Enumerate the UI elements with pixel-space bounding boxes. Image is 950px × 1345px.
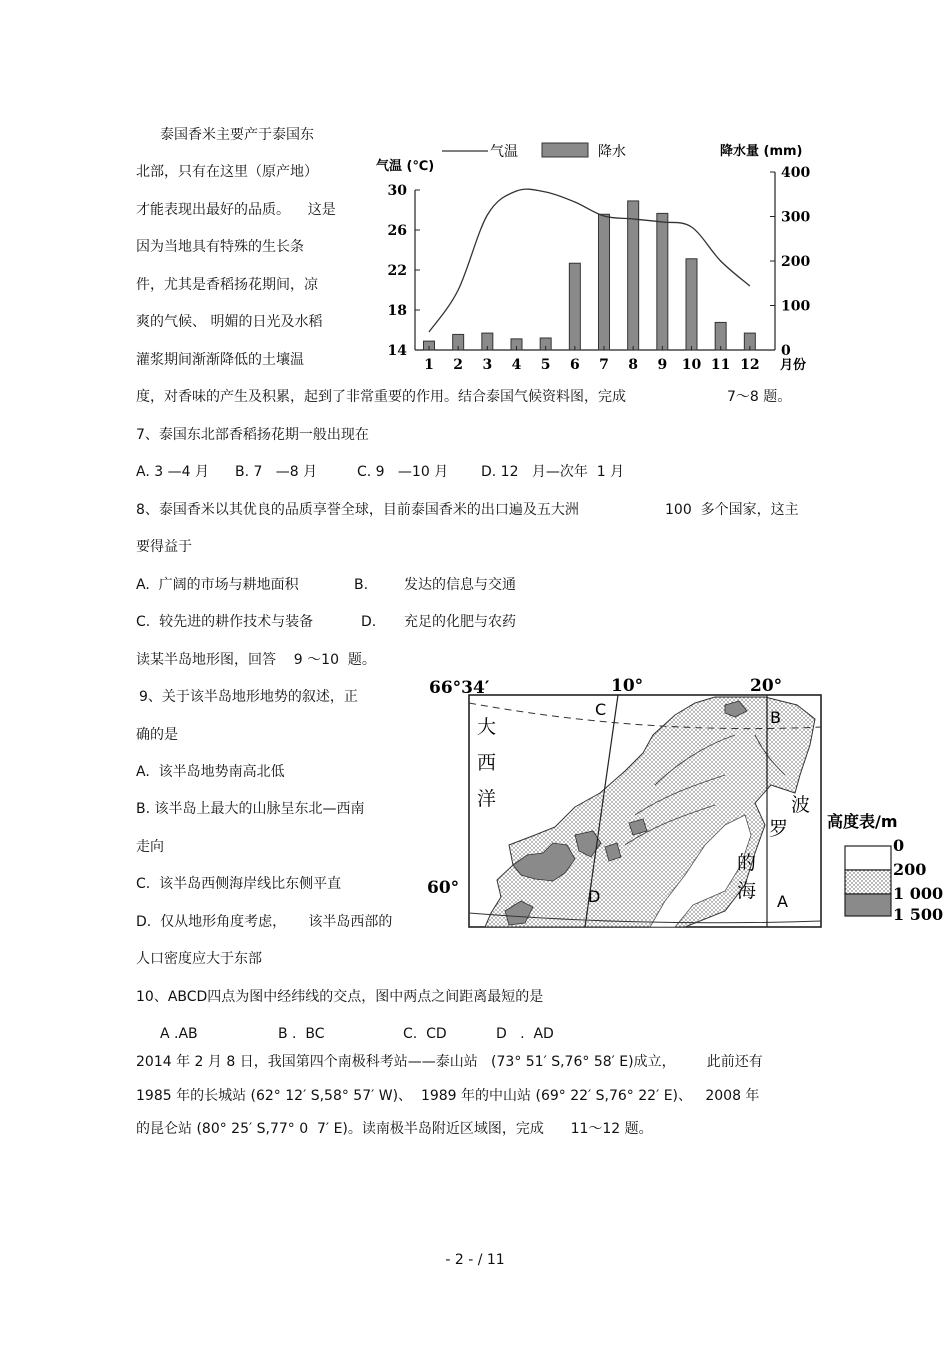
q9-option-b-1: B. 该半岛上最大的山脉呈东北—西南 [136,801,365,817]
map-intro: 读某半岛地形图，回答 9 ～10 题。 [136,652,376,668]
q10-stem: 10、ABCD四点为图中经纬线的交点，图中两点之间距离最短的是 [136,989,544,1005]
q9-option-c: C. 该半岛西侧海岸线比东侧平直 [136,876,342,892]
precip-tick-label: 100 [781,298,811,315]
ocean-label-1: 大 [477,716,497,738]
lat-top-label: 66°34′ [429,678,490,698]
q8-option-b-letter: B. [354,577,369,593]
legend-bar-swatch [542,143,588,157]
q8-stem: 8、泰国香米以其优良的品质享誉全球，目前泰国香米的出口遍及五大洲 [136,502,579,518]
precip-bar [599,214,610,350]
month-label: 4 [511,357,522,373]
right-axis-title: 降水量 (mm) [720,144,803,159]
q8-stem-end: 100 多个国家，这主 [665,502,799,518]
temp-tick-label: 22 [387,263,407,279]
intro-line-3: 才能表现出最好的品质。 这是 [136,202,336,218]
q10-option-c: C. CD [403,1026,447,1042]
ocean-label-3: 洋 [477,788,497,810]
month-label: 1 [424,357,434,373]
q7-option-a: A. 3 —4 月 [136,464,209,480]
intro-line-8-end: 7～8 题。 [727,389,792,405]
legend-temp-label: 气温 [490,144,518,160]
q7-option-c: C. 9 —10 月 [357,464,449,480]
lon-10-label: 10° [611,676,644,696]
legend-swatch-low [845,846,891,870]
sea-label-2: 罗 [769,818,789,840]
intro-line-4: 因为当地具有特殊的生长条 [136,239,304,255]
legend-value-0: 0 [893,836,905,855]
intro-line-6: 爽的气候、 明媚的日光及水稻 [136,314,323,330]
precip-tick-label: 300 [781,209,811,226]
month-label: 12 [740,357,760,373]
temp-tick-label: 18 [387,303,407,319]
precip-bar [686,259,697,350]
month-label: 2 [453,357,464,373]
q9-option-a: A. 该半岛地势南高北低 [136,764,285,780]
sea-label-4: 海 [737,880,757,902]
q8-option-a: A. 广阔的市场与耕地面积 [136,577,299,593]
x-axis-suffix: 月份 [780,358,807,373]
intro-line-2: 北部，只有在这里（原产地） [136,164,318,180]
month-label: 7 [599,357,609,373]
temperature-line [429,189,750,332]
q9-option-d-1: D. 仅从地形角度考虑， 该半岛西部的 [136,914,393,930]
month-label: 3 [482,357,493,373]
precip-bar [628,201,639,350]
temp-tick-label: 30 [387,183,407,199]
q8-option-d-letter: D. [361,614,377,630]
climate-chart [370,135,820,380]
point-d-label: D [588,887,601,906]
month-label: 10 [681,357,702,373]
q9-option-d-2: 人口密度应大于东部 [136,951,262,967]
precip-tick-label: 400 [781,165,811,181]
legend-swatch-high [845,894,891,916]
q10-option-b: B . BC [278,1026,325,1042]
lat-bottom-label: 60° [427,878,460,898]
q8-stem-2: 要得益于 [136,539,192,555]
intro-line-5: 件，尤其是香稻扬花期间，凉 [136,277,318,293]
legend-value-200: 200 [893,860,927,879]
month-label: 5 [540,357,551,373]
point-c-label: C [595,700,607,719]
q7-option-b: B. 7 —8 月 [235,464,318,480]
peninsula-map [425,675,825,935]
intro-line-1: 泰国香米主要产于泰国东 [160,127,314,143]
q9-option-b-2: 走向 [136,839,164,855]
lon-20-label: 20° [750,676,783,696]
intro-line-7: 灌浆期间渐渐降低的土壤温 [136,352,304,368]
q9-stem-2: 确的是 [136,727,178,743]
q8-option-b: 发达的信息与交通 [404,577,516,593]
q9-stem-1: 9、关于该半岛地形地势的叙述，正 [139,689,358,705]
sea-label-3: 的 [737,852,757,874]
point-b-label: B [770,708,781,727]
precip-bar [715,322,726,350]
q7-option-d: D. 12 月—次年 1 月 [481,464,625,480]
legend-swatch-mid [845,870,891,894]
antarctic-line-3: 的昆仑站 (80° 25′ S,77° 0 7′ E)。读南极半岛附近区域图，完成 11～12 题。 [136,1121,653,1137]
left-axis-title: 气温 (℃) [376,159,435,174]
point-a-label: A [777,892,788,911]
q8-option-d: 充足的化肥与农药 [404,614,516,630]
legend-precip-label: 降水 [598,144,626,160]
q10-option-d: D . AD [496,1026,554,1042]
antarctic-line-2: 1985 年的长城站 (62° 12′ S,58° 57′ W)、 1989 年的中山站 (69° 22′ S,76° 22′ E)、 2008 年 [136,1088,760,1104]
legend-title: 高度表/m [827,812,898,831]
q8-option-c: C. 较先进的耕作技术与装备 [136,614,314,630]
legend-value-1500: 1 500 [893,905,944,922]
antarctic-line-1: 2014 年 2 月 8 日，我国第四个南极科考站——泰山站 (73° 51′ S,76° 58′ E)成立， 此前还有 [136,1054,763,1070]
q7-stem: 7、泰国东北部香稻扬花期一般出现在 [136,427,369,443]
precip-bar [657,213,668,350]
month-label: 8 [628,357,639,373]
q10-option-a: A .AB [160,1026,198,1042]
precip-tick-label: 0 [781,343,791,359]
month-label: 9 [657,357,668,373]
intro-line-8: 度，对香味的产生及积累，起到了非常重要的作用。结合泰国气候资料图，完成 [136,389,626,405]
ocean-label-2: 西 [477,752,497,774]
precip-bar [569,263,580,350]
precip-tick-label: 200 [781,254,811,270]
month-label: 6 [569,357,580,373]
month-label: 11 [710,357,731,373]
elevation-legend [825,812,947,922]
temp-tick-label: 14 [387,343,407,359]
temp-tick-label: 26 [387,223,407,239]
sea-label-1: 波 [791,794,811,816]
page-number: - 2 - / 11 [445,1252,505,1268]
legend-value-1000: 1 000 [893,884,944,903]
